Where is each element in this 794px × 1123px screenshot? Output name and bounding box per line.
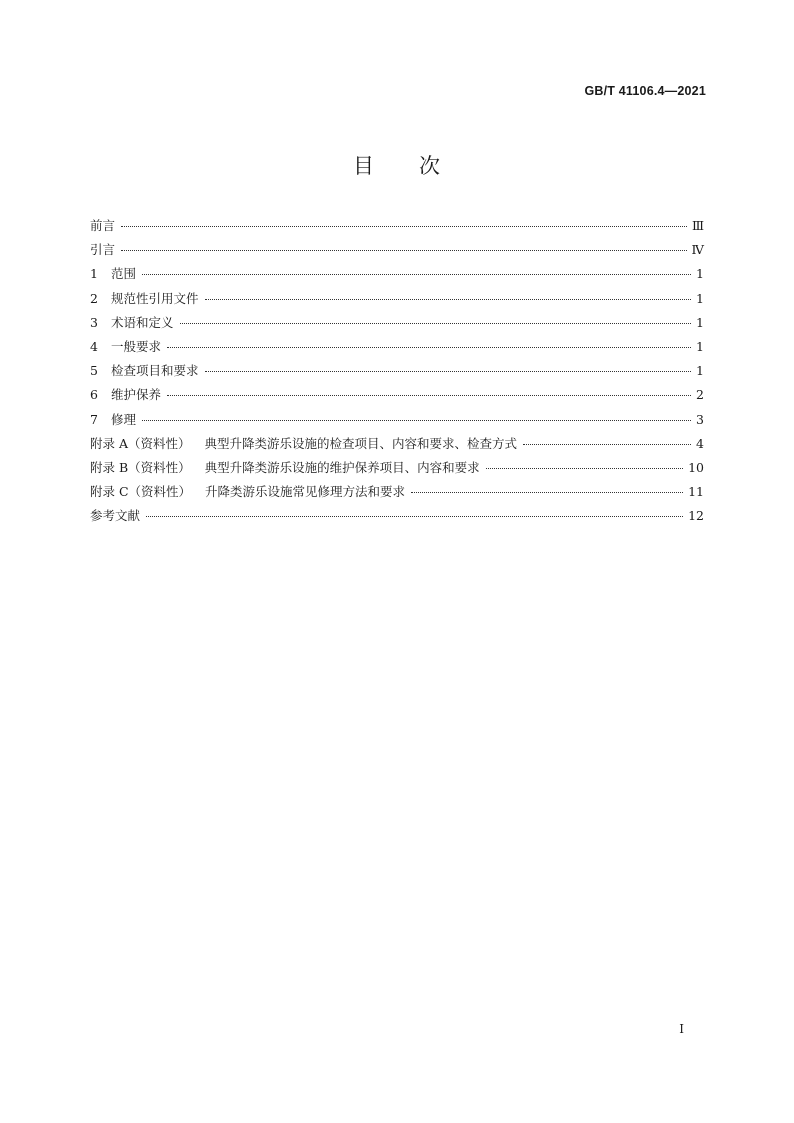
toc-entry-label: 前言 [90, 218, 116, 233]
toc-entry-page: 2 [696, 387, 704, 403]
toc-entry-introduction[interactable] [90, 240, 704, 264]
toc-entry-repair[interactable] [90, 410, 704, 434]
dot-leader [205, 299, 691, 300]
toc-entry-number: 4 [90, 338, 98, 354]
toc-entry-label: 术语和定义 [111, 314, 174, 330]
toc-entry-page: 11 [688, 484, 704, 500]
toc-entry-page: Ⅳ [691, 242, 704, 258]
dot-leader [486, 468, 683, 469]
dot-leader [180, 323, 691, 324]
title-part-1: 目 [353, 154, 375, 178]
toc-entry-label: 一般要求 [111, 338, 162, 354]
toc-entry-terms-definitions[interactable] [90, 313, 704, 337]
toc-entry-page: 1 [696, 290, 704, 306]
toc-entry-page: 12 [688, 508, 704, 524]
toc-entry-page: 1 [696, 338, 704, 354]
toc-entry-annex-a[interactable] [90, 434, 704, 458]
annex-title: 典型升降类游乐设施的检查项目、内容和要求、检查方式 [204, 435, 518, 451]
toc-entry-label [90, 458, 480, 476]
toc-entry-page: 1 [696, 363, 704, 379]
dot-leader [142, 274, 691, 275]
toc-entry-number: 5 [90, 363, 98, 379]
dot-leader [121, 250, 686, 251]
toc-entry-number: 6 [90, 387, 98, 403]
toc-entry-page: Ⅲ [691, 218, 704, 233]
toc-entry-label: 修理 [111, 411, 137, 427]
toc-entry-scope[interactable] [90, 264, 704, 288]
toc-entry-general-requirements[interactable] [90, 337, 704, 361]
toc-entry-label: 检查项目和要求 [111, 363, 199, 379]
annex-label: 附录 B（资料性） [90, 459, 191, 475]
toc-entry-label: 引言 [90, 242, 116, 258]
annex-title: 典型升降类游乐设施的维护保养项目、内容和要求 [204, 459, 480, 475]
toc-entry-number: 2 [90, 290, 98, 306]
dot-leader [411, 492, 683, 493]
toc-entry-page: 10 [688, 459, 704, 475]
toc-entry-page: 1 [696, 266, 704, 282]
dot-leader [167, 347, 691, 348]
annex-title: 升降类游乐设施常见修理方法和要求 [205, 484, 406, 500]
toc-entry-page: 1 [696, 314, 704, 330]
toc-entry-normative-references[interactable] [90, 289, 704, 313]
toc-entry-annex-b[interactable] [90, 458, 704, 482]
dot-leader [523, 444, 691, 445]
toc-entry-bibliography[interactable] [90, 506, 704, 530]
toc-entry-label: 参考文献 [90, 508, 141, 524]
dot-leader [121, 226, 687, 227]
dot-leader [146, 516, 683, 517]
toc-entry-label: 维护保养 [111, 387, 162, 403]
table-of-contents [90, 216, 704, 530]
page-number: Ⅰ [679, 1022, 684, 1036]
toc-entry-foreword[interactable] [90, 216, 704, 240]
annex-label: 附录 A（资料性） [90, 435, 191, 451]
dot-leader [142, 420, 691, 421]
toc-entry-inspection-items[interactable] [90, 361, 704, 385]
toc-entry-label [90, 482, 405, 500]
toc-entry-label [90, 434, 517, 452]
toc-entry-label: 范围 [111, 266, 137, 282]
toc-entry-number: 7 [90, 411, 98, 427]
toc-entry-label: 规范性引用文件 [111, 290, 199, 306]
toc-entry-annex-c[interactable] [90, 482, 704, 506]
toc-entry-number: 3 [90, 314, 98, 330]
toc-entry-page: 3 [696, 411, 704, 427]
title-part-2: 次 [419, 154, 441, 178]
toc-entry-maintenance[interactable] [90, 385, 704, 409]
toc-entry-number: 1 [90, 266, 98, 282]
toc-entry-page: 4 [696, 435, 704, 451]
annex-label: 附录 C（资料性） [90, 484, 192, 500]
dot-leader [205, 371, 691, 372]
dot-leader [167, 395, 691, 396]
page-title [0, 150, 794, 180]
standard-code: GB/T 41106.4—2021 [584, 84, 706, 98]
